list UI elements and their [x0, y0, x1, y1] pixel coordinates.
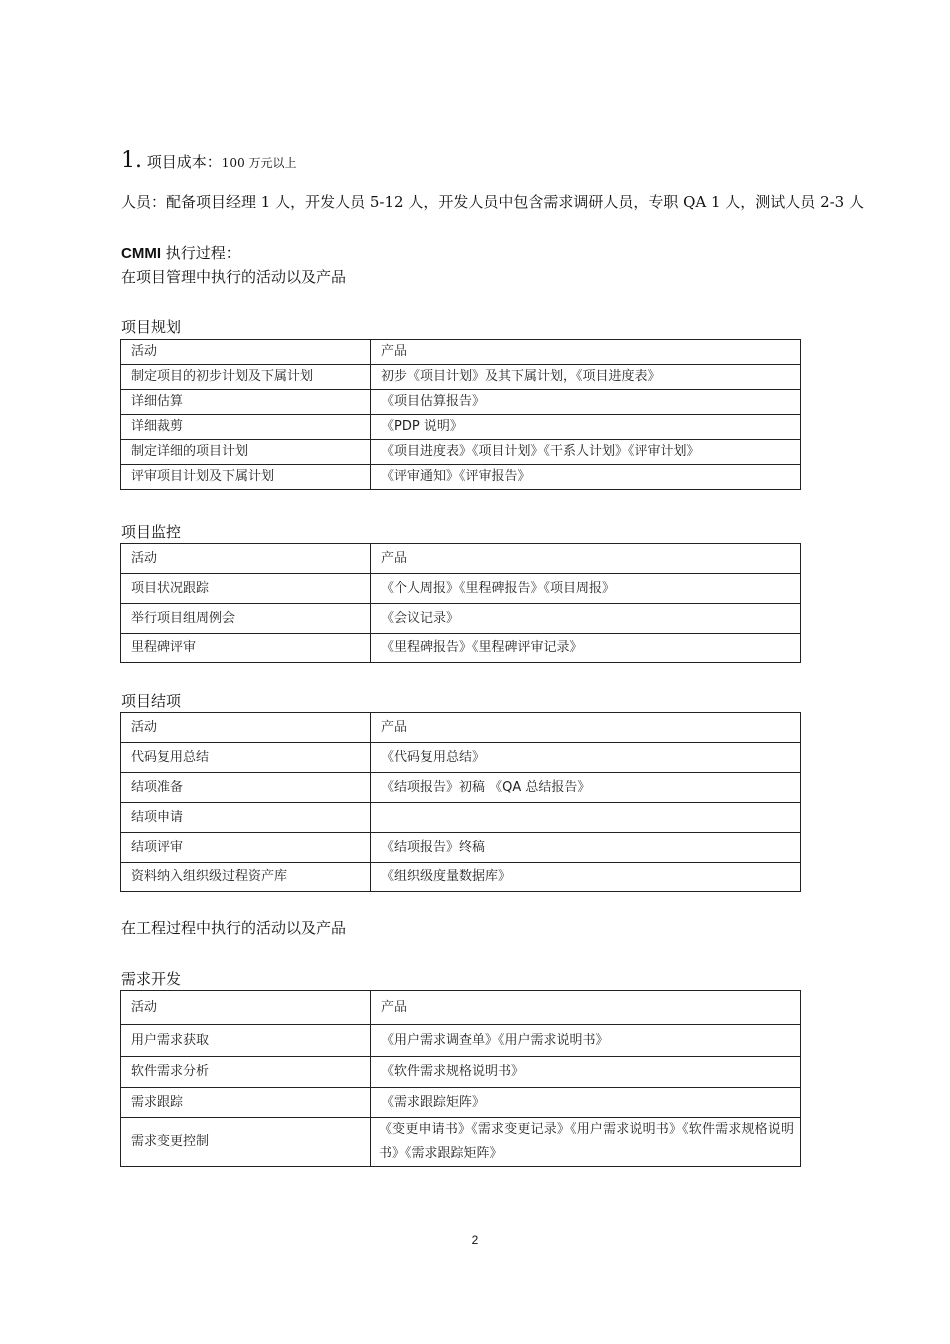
planning-table — [120, 339, 801, 490]
header-activity: 活动 — [121, 544, 371, 574]
table-header-row — [121, 340, 801, 365]
closure-table — [120, 712, 801, 892]
activity-cell: 结项准备 — [121, 773, 371, 803]
table-row — [121, 1057, 801, 1088]
product-cell: 《代码复用总结》 — [371, 743, 801, 773]
pm-intro: 在项目管理中执行的活动以及产品 — [121, 268, 347, 286]
activity-cell: 需求跟踪 — [121, 1088, 371, 1118]
table-row — [121, 574, 801, 604]
section-title-planning: 项目规划 — [121, 318, 182, 336]
table-row — [121, 833, 801, 863]
product-cell: 《评审通知》《评审报告》 — [371, 465, 801, 490]
activity-cell: 详细裁剪 — [121, 415, 371, 440]
header-product: 产品 — [371, 340, 801, 365]
cmmi-rest: 执行过程： — [161, 244, 241, 262]
product-cell: 《用户需求调查单》《用户需求说明书》 — [371, 1025, 801, 1057]
product-cell: 《变更申请书》《需求变更记录》《用户需求说明书》《软件需求规格说明书》《需求跟踪矩阵》 — [371, 1118, 801, 1167]
section-title-closure: 项目结项 — [121, 692, 182, 710]
table-row — [121, 863, 801, 892]
table-row — [121, 743, 801, 773]
table-row — [121, 803, 801, 833]
table-header-row — [121, 544, 801, 574]
table-row — [121, 1118, 801, 1167]
product-cell: 《里程碑报告》《里程碑评审记录》 — [371, 634, 801, 663]
product-cell: 《项目进度表》《项目计划》《干系人计划》《评审计划》 — [371, 440, 801, 465]
product-cell: 《PDP 说明》 — [371, 415, 801, 440]
activity-cell: 结项评审 — [121, 833, 371, 863]
product-cell: 《项目估算报告》 — [371, 390, 801, 415]
product-cell: 初步《项目计划》及其下属计划，《项目进度表》 — [371, 365, 801, 390]
table-row — [121, 1025, 801, 1057]
activity-cell: 评审项目计划及下属计划 — [121, 465, 371, 490]
table-row — [121, 390, 801, 415]
product-cell: 《会议记录》 — [371, 604, 801, 634]
table-header-row — [121, 713, 801, 743]
activity-cell: 制定详细的项目计划 — [121, 440, 371, 465]
activity-cell: 资料纳入组织级过程资产库 — [121, 863, 371, 892]
table-row — [121, 773, 801, 803]
header-product: 产品 — [371, 713, 801, 743]
header-product: 产品 — [371, 991, 801, 1025]
requirements-table — [120, 990, 801, 1167]
heading-label: 项目成本： — [146, 153, 222, 171]
activity-cell: 用户需求获取 — [121, 1025, 371, 1057]
product-cell: 《结项报告》初稿 《QA 总结报告》 — [371, 773, 801, 803]
table-row — [121, 634, 801, 663]
section-title-requirements: 需求开发 — [121, 970, 182, 988]
heading-value: 100 万元以上 — [221, 156, 297, 170]
section-title-monitoring: 项目监控 — [121, 523, 182, 541]
product-cell: 《组织级度量数据库》 — [371, 863, 801, 892]
product-cell: 《软件需求规格说明书》 — [371, 1057, 801, 1088]
product-cell: 《结项报告》终稿 — [371, 833, 801, 863]
activity-cell: 软件需求分析 — [121, 1057, 371, 1088]
page-number: 2 — [471, 1233, 479, 1247]
activity-cell: 代码复用总结 — [121, 743, 371, 773]
table-row — [121, 440, 801, 465]
activity-cell: 项目状况跟踪 — [121, 574, 371, 604]
table-row — [121, 365, 801, 390]
activity-cell: 结项申请 — [121, 803, 371, 833]
table-header-row — [121, 991, 801, 1025]
staff-paragraph: 人员：配备项目经理 1 人，开发人员 5-12 人，开发人员中包含需求调研人员，专职 QA 1 人，测试人员 2-3 人 — [121, 193, 864, 211]
activity-cell: 里程碑评审 — [121, 634, 371, 663]
cmmi-line — [121, 243, 241, 264]
eng-intro: 在工程过程中执行的活动以及产品 — [121, 919, 347, 937]
activity-cell: 需求变更控制 — [121, 1118, 371, 1167]
monitoring-table — [120, 543, 801, 663]
product-cell — [371, 803, 801, 833]
table-row — [121, 465, 801, 490]
header-activity: 活动 — [121, 991, 371, 1025]
table-row — [121, 415, 801, 440]
header-activity: 活动 — [121, 713, 371, 743]
header-activity: 活动 — [121, 340, 371, 365]
activity-cell: 制定项目的初步计划及下属计划 — [121, 365, 371, 390]
heading-number: 1. — [121, 148, 142, 173]
activity-cell: 详细估算 — [121, 390, 371, 415]
table-row — [121, 604, 801, 634]
cost-heading — [121, 150, 297, 174]
product-cell: 《个人周报》《里程碑报告》《项目周报》 — [371, 574, 801, 604]
cmmi-prefix: CMMI — [121, 245, 161, 262]
table-row — [121, 1088, 801, 1118]
product-cell: 《需求跟踪矩阵》 — [371, 1088, 801, 1118]
header-product: 产品 — [371, 544, 801, 574]
activity-cell: 举行项目组周例会 — [121, 604, 371, 634]
